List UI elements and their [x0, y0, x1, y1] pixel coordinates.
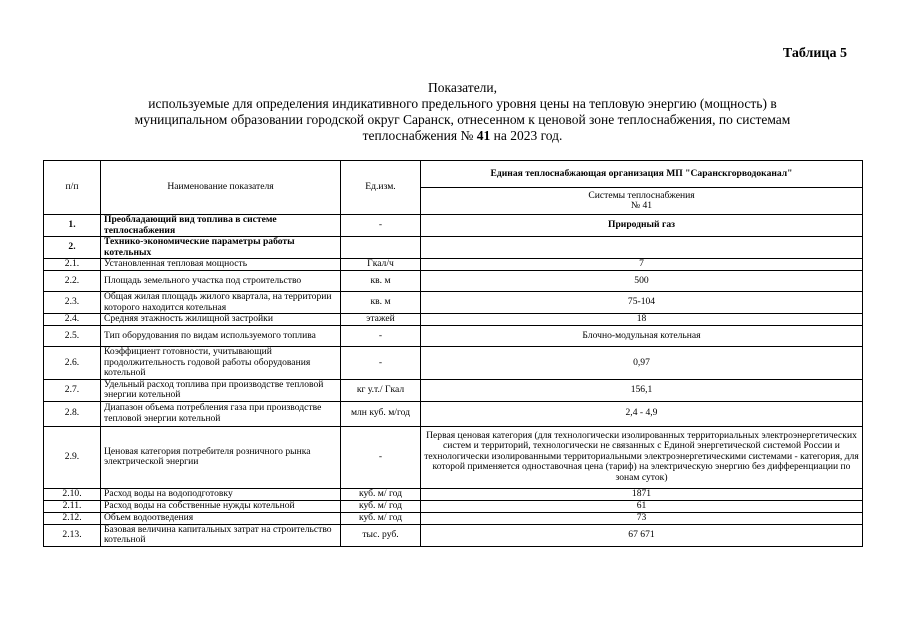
row-num: 2.5.: [44, 326, 101, 347]
heading-line-3: муниципальном образовании городской округ Саранск, отнесенном к ценовой зоне теплоснабжения, по системам: [134, 112, 791, 127]
table-row: [44, 379, 863, 401]
heading-line-4: [40, 128, 885, 144]
row-num: 2.6.: [44, 347, 101, 380]
row-name: Площадь земельного участка под строительство: [101, 271, 341, 292]
heading-system-number: 41: [476, 128, 491, 143]
row-unit: этажей: [341, 314, 421, 326]
table-row: [44, 401, 863, 426]
indicators-table: [43, 160, 863, 547]
row-name: Диапазон объема потребления газа при производстве тепловой энергии котельной: [101, 401, 341, 426]
header-num: п/п: [44, 161, 101, 215]
heading-line-4-post: на 2023 год.: [490, 128, 563, 143]
header-systems-line-2: № 41: [630, 200, 653, 211]
header-systems-line-1: Системы теплоснабжения: [588, 189, 695, 201]
row-value: 75-104: [421, 292, 863, 314]
row-name: Средняя этажность жилищной застройки: [101, 314, 341, 326]
row-name: Объем водоотведения: [101, 512, 341, 524]
table-header-row: [44, 161, 863, 188]
table-row: [44, 326, 863, 347]
row-value: [421, 237, 863, 259]
row-unit: -: [341, 426, 421, 488]
row-num: 2.2.: [44, 271, 101, 292]
row-unit: тыс. руб.: [341, 524, 421, 546]
row-name: Коэффициент готовности, учитывающий продолжительность годовой работы оборудования котельной: [101, 347, 341, 380]
table-row: [44, 524, 863, 546]
row-name: Тип оборудования по видам используемого топлива: [101, 326, 341, 347]
row-unit: -: [341, 215, 421, 237]
row-num: 2.13.: [44, 524, 101, 546]
row-num: 2.10.: [44, 488, 101, 500]
header-org: Единая теплоснабжающая организация МП "Саранскгорводоканал": [421, 161, 863, 188]
table-row: [44, 488, 863, 500]
row-num: 2.7.: [44, 379, 101, 401]
row-name: Расход воды на водоподготовку: [101, 488, 341, 500]
row-unit: [341, 237, 421, 259]
row-name: Преобладающий вид топлива в системе теплоснабжения: [101, 215, 341, 237]
table-row: [44, 215, 863, 237]
row-num: 1.: [44, 215, 101, 237]
table-row: [44, 237, 863, 259]
header-systems: [421, 188, 863, 215]
row-unit: куб. м/ год: [341, 500, 421, 512]
row-num: 2.11.: [44, 500, 101, 512]
heading-line-4-pre: теплоснабжения №: [362, 128, 477, 143]
row-num: 2.4.: [44, 314, 101, 326]
row-name: Удельный расход топлива при производстве тепловой энергии котельной: [101, 379, 341, 401]
row-num: 2.12.: [44, 512, 101, 524]
row-value: 18: [421, 314, 863, 326]
table-row: [44, 292, 863, 314]
row-name: Ценовая категория потребителя розничного рынка электрической энергии: [101, 426, 341, 488]
table-row: [44, 512, 863, 524]
row-value: 67 671: [421, 524, 863, 546]
heading-line-2: используемые для определения индикативного предельного уровня цены на тепловую энергию (мощность) в: [148, 96, 777, 111]
table-row: [44, 271, 863, 292]
row-num: 2.1.: [44, 259, 101, 271]
table-row: [44, 347, 863, 380]
row-name: Общая жилая площадь жилого квартала, на территории которого находится котельная: [101, 292, 341, 314]
table-row: [44, 259, 863, 271]
row-unit: -: [341, 326, 421, 347]
row-value: 1871: [421, 488, 863, 500]
row-value: Блочно-модульная котельная: [421, 326, 863, 347]
row-value: 2,4 - 4,9: [421, 401, 863, 426]
row-unit: куб. м/ год: [341, 488, 421, 500]
row-unit: куб. м/ год: [341, 512, 421, 524]
row-value: 61: [421, 500, 863, 512]
row-value: 156,1: [421, 379, 863, 401]
row-value: 500: [421, 271, 863, 292]
table-row: [44, 314, 863, 326]
row-name: Базовая величина капитальных затрат на строительство котельной: [101, 524, 341, 546]
table-row: [44, 500, 863, 512]
table-row: [44, 426, 863, 488]
row-num: 2.3.: [44, 292, 101, 314]
document-heading: [40, 80, 885, 144]
row-value: 0,97: [421, 347, 863, 380]
row-name: Технико-экономические параметры работы котельных: [101, 237, 341, 259]
row-unit: млн куб. м/год: [341, 401, 421, 426]
row-unit: кв. м: [341, 292, 421, 314]
row-value: 7: [421, 259, 863, 271]
row-unit: Гкал/ч: [341, 259, 421, 271]
row-unit: -: [341, 347, 421, 380]
row-num: 2.8.: [44, 401, 101, 426]
row-unit: кг у.т./ Гкал: [341, 379, 421, 401]
header-name: Наименование показателя: [101, 161, 341, 215]
table-number-label: Таблица 5: [782, 46, 847, 61]
row-name: Расход воды на собственные нужды котельной: [101, 500, 341, 512]
row-num: 2.9.: [44, 426, 101, 488]
row-unit: кв. м: [341, 271, 421, 292]
row-name: Установленная тепловая мощность: [101, 259, 341, 271]
header-unit: Ед.изм.: [341, 161, 421, 215]
row-value: Природный газ: [421, 215, 863, 237]
row-value: Первая ценовая категория (для технологически изолированных территориальных электроэнергетических систем и территорий, технологически не связанных с Единой энергетической системой России и технологически изолированными территориальными электроэнергетическими системами - категория, для которой применяется одноставочная цена (тариф) на электрическую энергию без дифференциации по зонам суток): [421, 426, 863, 488]
row-value: 73: [421, 512, 863, 524]
row-num: 2.: [44, 237, 101, 259]
heading-line-1: Показатели,: [427, 80, 498, 95]
